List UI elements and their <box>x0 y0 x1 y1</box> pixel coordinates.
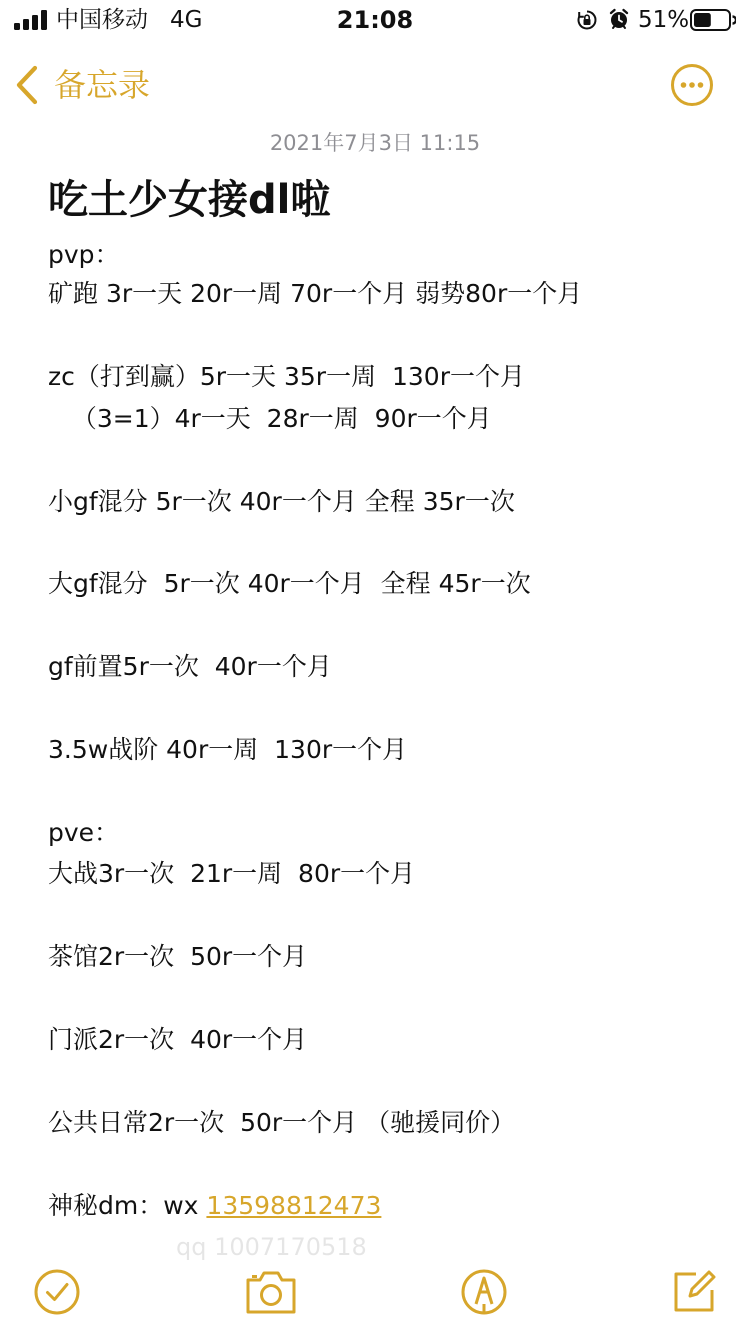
note-line[interactable]: 矿跑 3r一天 20r一周 70r一个月 弱势80r一个月 <box>48 279 583 308</box>
back-button[interactable] <box>14 62 150 108</box>
carrier-name: 中国移动 <box>56 7 148 33</box>
battery-icon <box>690 9 736 31</box>
chevron-left-icon <box>14 65 40 105</box>
back-button-label: 备忘录 <box>54 66 151 104</box>
orientation-lock-icon <box>576 9 598 31</box>
contact-prefix: 神秘dm：wx <box>48 1191 207 1220</box>
status-bar <box>0 0 750 40</box>
note-line[interactable]: pvp： <box>48 240 120 269</box>
note-line[interactable]: zc（打到赢）5r一天 35r一周 130r一个月 <box>48 362 525 391</box>
contact-line <box>48 1189 381 1223</box>
alarm-icon <box>608 8 630 30</box>
note-line[interactable]: 3.5w战阶 40r一周 130r一个月 <box>48 735 408 764</box>
note-date: 2021年7月3日 11:15 <box>269 131 481 155</box>
camera-icon[interactable] <box>244 1268 298 1316</box>
status-time: 21:08 <box>336 6 414 34</box>
checklist-icon[interactable] <box>33 1268 81 1316</box>
ellipsis-circle-icon[interactable] <box>670 63 714 107</box>
network-type: 4G <box>170 7 203 33</box>
note-line[interactable]: 大战3r一次 21r一周 80r一个月 <box>48 859 416 888</box>
note-line[interactable]: （3=1）4r一天 28r一周 90r一个月 <box>48 404 492 433</box>
note-line[interactable]: 小gf混分 5r一次 40r一个月 全程 35r一次 <box>48 487 515 516</box>
note-line[interactable]: pve： <box>48 818 120 847</box>
note-line[interactable]: 大gf混分 5r一次 40r一个月 全程 45r一次 <box>48 569 531 598</box>
battery-percent: 51% <box>638 7 690 33</box>
note-line[interactable]: 门派2r一次 40r一个月 <box>48 1025 308 1054</box>
compose-icon[interactable] <box>670 1268 718 1316</box>
note-line[interactable]: gf前置5r一次 40r一个月 <box>48 652 332 681</box>
faded-note-line: qq 1007170518 <box>176 1233 367 1261</box>
phone-number-link[interactable]: 13598812473 <box>206 1191 382 1220</box>
note-title[interactable]: 吃土少女接dl啦 <box>48 177 331 223</box>
markup-pen-icon[interactable] <box>460 1268 508 1316</box>
note-line[interactable]: 茶馆2r一次 50r一个月 <box>48 942 308 971</box>
note-line[interactable]: 公共日常2r一次 50r一个月 （驰援同价） <box>48 1108 516 1137</box>
